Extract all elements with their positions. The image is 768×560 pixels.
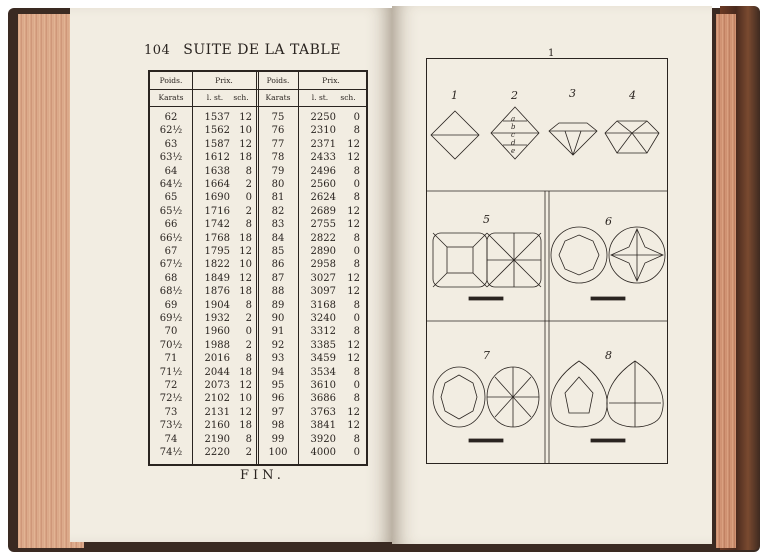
cell-weight-2: 96 xyxy=(271,393,285,405)
cell-pound-2: 2371 xyxy=(310,138,336,150)
cell-pound-1: 1932 xyxy=(204,313,230,324)
cell-weight-2: 95 xyxy=(271,380,285,391)
table-row xyxy=(150,259,374,273)
header-sch-1: sch. xyxy=(233,93,249,102)
cell-pound-2: 3097 xyxy=(310,286,336,298)
cell-pound-1: 1638 xyxy=(204,165,230,177)
table-row xyxy=(150,192,374,206)
cell-shilling-2: 12 xyxy=(347,420,360,432)
table-row xyxy=(150,233,374,247)
cell-shilling-1: 8 xyxy=(245,299,252,311)
cell-shilling-2: 8 xyxy=(353,192,360,204)
cell-shilling-2: 12 xyxy=(347,353,360,365)
cell-weight-2: 82 xyxy=(271,205,285,217)
figure-2-letter-a: a xyxy=(511,115,516,123)
cell-weight-2: 94 xyxy=(271,366,285,378)
header-lst-1: l. st. xyxy=(206,93,224,102)
cell-pound-1: 2190 xyxy=(204,433,230,445)
cell-pound-1: 1562 xyxy=(204,125,230,137)
table-row xyxy=(150,353,374,367)
cell-pound-1: 1690 xyxy=(204,192,230,204)
cell-shilling-2: 8 xyxy=(353,393,360,405)
price-table xyxy=(148,70,368,466)
cell-weight-2: 76 xyxy=(271,125,285,137)
running-head-title: SUITE DE LA TABLE xyxy=(183,42,341,58)
figure-8-drawing xyxy=(551,361,663,442)
cell-pound-2: 2433 xyxy=(310,152,336,164)
figure-6-label: 6 xyxy=(605,215,612,228)
cell-shilling-1: 0 xyxy=(245,326,252,338)
cell-shilling-1: 2 xyxy=(245,205,252,217)
cell-weight-1: 63 xyxy=(164,138,178,150)
figure-2-letter-c: c xyxy=(511,131,515,139)
cell-pound-2: 3312 xyxy=(310,326,336,338)
cell-pound-2: 2689 xyxy=(310,205,336,217)
cell-shilling-2: 0 xyxy=(353,112,360,123)
cell-weight-1: 66½ xyxy=(159,232,183,244)
page-number: 104 xyxy=(144,43,171,58)
header-prix-2: Prix. xyxy=(322,76,340,85)
running-head xyxy=(144,42,341,58)
cell-weight-2: 98 xyxy=(271,420,285,432)
cell-shilling-2: 8 xyxy=(353,259,360,271)
header-karats-1: Karats xyxy=(158,93,184,102)
table-row xyxy=(150,326,374,340)
figure-3-label: 3 xyxy=(569,87,576,100)
cell-shilling-2: 8 xyxy=(353,299,360,311)
cell-weight-1: 74½ xyxy=(159,447,183,458)
cell-shilling-2: 0 xyxy=(353,179,360,190)
cell-shilling-2: 12 xyxy=(347,152,360,164)
cell-shilling-1: 12 xyxy=(239,380,252,391)
cell-pound-2: 2250 xyxy=(310,112,336,123)
cell-shilling-1: 8 xyxy=(245,353,252,365)
cell-weight-2: 77 xyxy=(271,138,285,150)
cell-pound-1: 1960 xyxy=(204,326,230,338)
cell-weight-2: 79 xyxy=(271,165,285,177)
cell-weight-2: 87 xyxy=(271,272,285,284)
table-row xyxy=(150,139,374,153)
cell-weight-1: 69 xyxy=(164,299,178,311)
cell-weight-2: 91 xyxy=(271,326,285,338)
cell-pound-1: 1849 xyxy=(204,272,230,284)
figure-5-label: 5 xyxy=(483,213,490,226)
cell-pound-2: 3534 xyxy=(310,366,336,378)
cell-shilling-1: 18 xyxy=(239,366,252,378)
cell-shilling-1: 12 xyxy=(239,406,252,418)
table-row xyxy=(150,206,374,220)
figure-8-label: 8 xyxy=(605,349,612,362)
cell-weight-2: 92 xyxy=(271,339,285,351)
cell-shilling-2: 12 xyxy=(347,205,360,217)
figure-7-drawing xyxy=(433,367,539,442)
cell-shilling-1: 2 xyxy=(245,339,252,351)
cell-weight-1: 66 xyxy=(164,219,178,231)
cell-pound-1: 2044 xyxy=(204,366,230,378)
diamond-cuts-plate xyxy=(426,58,668,464)
cell-weight-2: 89 xyxy=(271,299,285,311)
cell-weight-1: 68½ xyxy=(159,286,183,298)
cell-shilling-1: 12 xyxy=(239,272,252,284)
cell-shilling-2: 8 xyxy=(353,433,360,445)
cell-shilling-2: 12 xyxy=(347,286,360,298)
cell-shilling-1: 12 xyxy=(239,112,252,123)
table-row xyxy=(150,273,374,287)
cell-weight-2: 83 xyxy=(271,219,285,231)
figure-4-label: 4 xyxy=(629,89,636,102)
cell-pound-2: 2822 xyxy=(310,232,336,244)
cell-pound-1: 1904 xyxy=(204,299,230,311)
cell-pound-2: 4000 xyxy=(310,447,336,458)
cell-pound-1: 1537 xyxy=(204,112,230,123)
cell-pound-2: 2496 xyxy=(310,165,336,177)
cell-weight-1: 65 xyxy=(164,192,178,204)
cell-weight-2: 85 xyxy=(271,246,285,257)
cell-shilling-2: 8 xyxy=(353,366,360,378)
cell-shilling-2: 8 xyxy=(353,326,360,338)
cell-pound-1: 1612 xyxy=(204,152,230,164)
figure-3-drawing xyxy=(549,123,597,155)
cell-pound-2: 3385 xyxy=(310,339,336,351)
cell-shilling-1: 2 xyxy=(245,313,252,324)
page-edges-right xyxy=(716,14,736,548)
cell-weight-2: 90 xyxy=(271,313,285,324)
cell-weight-1: 64½ xyxy=(159,179,183,190)
cell-weight-2: 99 xyxy=(271,433,285,445)
cell-pound-2: 2755 xyxy=(310,219,336,231)
fin-text: FIN. xyxy=(240,468,285,483)
cell-pound-2: 3240 xyxy=(310,313,336,324)
cell-weight-1: 62 xyxy=(164,112,178,123)
cell-weight-1: 72 xyxy=(164,380,178,391)
cell-weight-1: 65½ xyxy=(159,205,183,217)
header-karats-2: Karats xyxy=(265,93,291,102)
cell-weight-2: 80 xyxy=(271,179,285,190)
cell-weight-2: 100 xyxy=(268,447,288,458)
cell-weight-1: 67½ xyxy=(159,259,183,271)
table-row xyxy=(150,246,374,260)
header-sch-2: sch. xyxy=(340,93,356,102)
cell-pound-1: 2073 xyxy=(204,380,230,391)
cell-shilling-2: 12 xyxy=(347,272,360,284)
cell-weight-1: 69½ xyxy=(159,313,183,324)
table-row xyxy=(150,447,374,461)
figure-2-letter-e: e xyxy=(511,147,516,155)
table-row xyxy=(150,152,374,166)
cell-pound-1: 2102 xyxy=(204,393,230,405)
cell-shilling-1: 18 xyxy=(239,286,252,298)
plate-number: 1 xyxy=(548,48,555,59)
cell-shilling-1: 0 xyxy=(245,192,252,204)
table-row xyxy=(150,367,374,381)
table-row xyxy=(150,300,374,314)
cell-shilling-1: 18 xyxy=(239,420,252,432)
cell-weight-1: 73½ xyxy=(159,420,183,432)
cell-weight-2: 88 xyxy=(271,286,285,298)
cell-pound-1: 1587 xyxy=(204,138,230,150)
cell-shilling-1: 8 xyxy=(245,219,252,231)
plate-drawing xyxy=(427,59,667,463)
cell-pound-1: 1876 xyxy=(204,286,230,298)
cell-shilling-2: 12 xyxy=(347,138,360,150)
table-row xyxy=(150,393,374,407)
figure-1-label: 1 xyxy=(451,89,458,102)
cell-pound-2: 2890 xyxy=(310,246,336,257)
cell-shilling-2: 8 xyxy=(353,125,360,137)
header-prix-1: Prix. xyxy=(215,76,233,85)
cell-pound-1: 2131 xyxy=(204,406,230,418)
cell-shilling-2: 0 xyxy=(353,447,360,458)
figure-6-drawing xyxy=(551,227,665,300)
cell-weight-1: 72½ xyxy=(159,393,183,405)
cell-shilling-1: 12 xyxy=(239,246,252,257)
figure-2-letter-d: d xyxy=(511,139,516,147)
cell-weight-1: 73 xyxy=(164,406,178,418)
cell-pound-2: 2560 xyxy=(310,179,336,190)
header-divider xyxy=(150,89,366,90)
cell-shilling-2: 8 xyxy=(353,165,360,177)
cell-pound-1: 1716 xyxy=(204,205,230,217)
figure-4-drawing xyxy=(605,121,659,153)
cell-pound-1: 1988 xyxy=(204,339,230,351)
table-row xyxy=(150,219,374,233)
cell-shilling-1: 10 xyxy=(239,393,252,405)
cell-pound-1: 1742 xyxy=(204,219,230,231)
cell-shilling-2: 8 xyxy=(353,232,360,244)
table-row xyxy=(150,179,374,193)
header-lst-2: l. st. xyxy=(311,93,329,102)
cell-pound-2: 2624 xyxy=(310,192,336,204)
cell-pound-2: 3841 xyxy=(310,420,336,432)
cell-shilling-1: 2 xyxy=(245,179,252,190)
cell-pound-2: 3920 xyxy=(310,433,336,445)
header-poids-1: Poids. xyxy=(159,76,183,85)
cell-weight-1: 63½ xyxy=(159,152,183,164)
cell-shilling-1: 12 xyxy=(239,138,252,150)
cell-pound-1: 2220 xyxy=(204,447,230,458)
cell-weight-1: 68 xyxy=(164,272,178,284)
header-divider xyxy=(150,106,366,107)
cell-pound-1: 1664 xyxy=(204,179,230,190)
cell-pound-2: 3610 xyxy=(310,380,336,391)
cell-weight-2: 75 xyxy=(271,112,285,123)
figure-2-letter-b: b xyxy=(511,123,516,131)
cell-shilling-1: 8 xyxy=(245,165,252,177)
cell-pound-1: 1795 xyxy=(204,246,230,257)
figure-1-drawing xyxy=(431,111,479,159)
cell-shilling-1: 2 xyxy=(245,447,252,458)
cell-weight-1: 62½ xyxy=(159,125,183,137)
cell-shilling-2: 0 xyxy=(353,380,360,391)
cell-pound-1: 2160 xyxy=(204,420,230,432)
cell-weight-2: 81 xyxy=(271,192,285,204)
cell-pound-2: 3027 xyxy=(310,272,336,284)
cell-shilling-2: 0 xyxy=(353,246,360,257)
table-row xyxy=(150,313,374,327)
cell-weight-1: 64 xyxy=(164,165,178,177)
cell-weight-1: 70 xyxy=(164,326,178,338)
cell-pound-2: 2310 xyxy=(310,125,336,137)
cell-pound-1: 1822 xyxy=(204,259,230,271)
cell-shilling-1: 10 xyxy=(239,125,252,137)
table-row xyxy=(150,434,374,448)
cell-shilling-1: 18 xyxy=(239,232,252,244)
table-row xyxy=(150,166,374,180)
cell-shilling-2: 12 xyxy=(347,406,360,418)
cell-weight-2: 78 xyxy=(271,152,285,164)
figure-5-drawing xyxy=(433,233,541,300)
cell-pound-2: 3459 xyxy=(310,353,336,365)
figure-2-label: 2 xyxy=(511,89,518,102)
table-row xyxy=(150,340,374,354)
table-row xyxy=(150,420,374,434)
cell-shilling-2: 12 xyxy=(347,339,360,351)
cell-weight-1: 67 xyxy=(164,246,178,257)
cell-weight-1: 71 xyxy=(164,353,178,365)
figure-7-label: 7 xyxy=(483,349,490,362)
header-poids-2: Poids. xyxy=(266,76,290,85)
cell-pound-1: 2016 xyxy=(204,353,230,365)
table-row xyxy=(150,380,374,394)
table-row xyxy=(150,125,374,139)
cell-weight-1: 70½ xyxy=(159,339,183,351)
cell-pound-2: 3168 xyxy=(310,299,336,311)
cell-shilling-1: 18 xyxy=(239,152,252,164)
cell-shilling-2: 12 xyxy=(347,219,360,231)
table-row xyxy=(150,112,374,126)
cell-weight-2: 93 xyxy=(271,353,285,365)
table-row xyxy=(150,407,374,421)
cell-pound-1: 1768 xyxy=(204,232,230,244)
cell-shilling-2: 0 xyxy=(353,313,360,324)
cell-pound-2: 3763 xyxy=(310,406,336,418)
cell-weight-2: 97 xyxy=(271,406,285,418)
cell-weight-2: 84 xyxy=(271,232,285,244)
cell-pound-2: 3686 xyxy=(310,393,336,405)
cell-weight-1: 74 xyxy=(164,433,178,445)
cell-weight-2: 86 xyxy=(271,259,285,271)
cell-shilling-1: 8 xyxy=(245,433,252,445)
cell-pound-2: 2958 xyxy=(310,259,336,271)
cell-weight-1: 71½ xyxy=(159,366,183,378)
cell-shilling-1: 10 xyxy=(239,259,252,271)
table-row xyxy=(150,286,374,300)
